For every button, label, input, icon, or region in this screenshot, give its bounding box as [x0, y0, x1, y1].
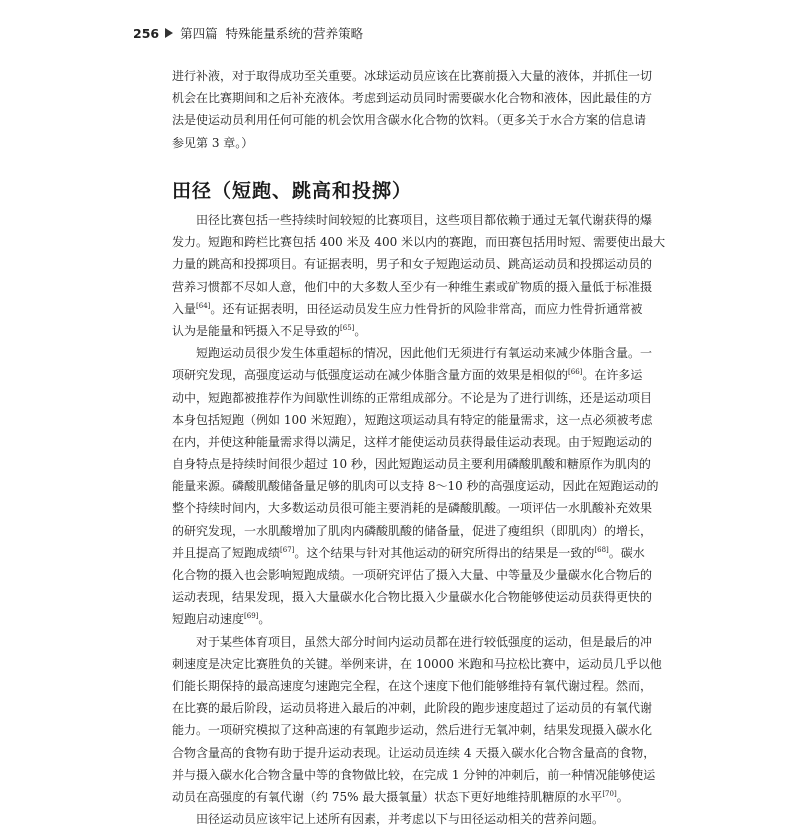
text-line: 整个持续时间内，大多数运动员很可能主要消耗的是磷酸肌酸。一项评估一水肌酸补充效果	[172, 501, 653, 516]
text-line: 自身特点是持续时间很少超过 10 秒，因此短跑运动员主要利用磷酸肌酸和糖原作为肌肉的	[172, 457, 651, 472]
text-line: 机会在比赛期间和之后补充液体。考虑到运动员同时需要碳水化合物和液体，因此最佳的方	[172, 91, 653, 106]
text-line: 项研究发现，高强度运动与低强度运动在减少体脂含量方面的效果是相似的[66]。在许多运	[172, 368, 643, 383]
text-line: 动中，短跑都被推荐作为间歇性训练的正常组成部分。不论是为了进行训练，还是运动项目	[172, 390, 653, 405]
text-line: 化合物的摄入也会影响短跑成绩。一项研究评估了摄入大量、中等量及少量碳水化合物后的	[172, 568, 653, 582]
citation: [70]	[602, 789, 617, 798]
text-line: 短跑运动员很少发生体重超标的情况，因此他们无须进行有氧运动来减少体脂含量。一	[196, 346, 653, 361]
citation: [68]	[594, 545, 609, 554]
text-line: 法是使运动员利用任何可能的机会饮用含碳水化合物的饮料。（更多关于水合方案的信息请	[172, 113, 647, 128]
text-line: 能量来源。磷酸肌酸储备量足够的肌肉可以支持 8～10 秒的高强度运动，因此在短跑运动的	[172, 479, 659, 494]
text-line: 参见第 3 章。）	[172, 135, 254, 150]
intro-paragraph	[172, 65, 653, 154]
text-line: 在比赛的最后阶段，运动员将进入最后的冲刺，此阶段的跑步速度超过了运动员的有氧代谢	[172, 701, 653, 716]
text-line: 田径比赛包括一些持续时间较短的比赛项目，这些项目都依赖于通过无氧代谢获得的爆	[196, 213, 653, 227]
text-line: 能力。一项研究模拟了这种高速的有氧跑步运动，然后进行无氧冲刺，结果发现摄入碳水化	[172, 723, 653, 738]
text-line: 进行补液，对于取得成功至关重要。冰球运动员应该在比赛前摄入大量的液体，并抓住一切	[172, 69, 653, 83]
running-header	[133, 22, 693, 44]
citation: [65]	[340, 323, 355, 332]
part-title: 特殊能量系统的营养策略	[225, 26, 364, 41]
text-line: 认为是能量和钙摄入不足导致的[65]。	[172, 323, 367, 338]
text-line: 在内，并使这种能量需求得以满足，这样才能使运动员获得最佳运动表现。由于短跑运动的	[172, 434, 653, 449]
triangle-arrow-icon	[165, 28, 173, 38]
text-line: 入量[64]。还有证据表明，田径运动员发生应力性骨折的风险非常高，而应力性骨折通常被	[172, 301, 643, 316]
text-line: 本身包括短跑（例如 100 米短跑），短跑这项运动具有特定的能量需求，这一点必须被考虑	[172, 412, 653, 427]
text-line: 的研究发现，一水肌酸增加了肌肉内磷酸肌酸的储备量，促进了瘦组织（即肌肉）的增长，	[172, 523, 653, 538]
text-line: 们能长期保持的最高速度匀速跑完全程，在这个速度下他们能够维持有氧代谢过程。然而，	[172, 678, 653, 693]
text-line: 并且提高了短跑成绩[67]。这个结果与针对其他运动的研究所得出的结果是一致的[68]。碳水	[172, 545, 645, 560]
body-text	[172, 209, 666, 830]
text-line: 并与摄入碳水化合物含量中等的食物做比较，在完成 1 分钟的冲刺后，前一种情况能够使运	[172, 767, 656, 782]
page-number: 256	[133, 25, 160, 41]
citation: [67]	[280, 545, 295, 554]
citation: [64]	[196, 301, 211, 310]
text-line: 短跑启动速度[69]。	[172, 612, 271, 627]
text-line: 田径运动员应该牢记上述所有因素，并考虑以下与田径运动相关的营养问题。	[196, 812, 605, 827]
citation: [66]	[568, 368, 583, 377]
text-line: 合物含量高的食物有助于提升运动表现。让运动员连续 4 天摄入碳水化合物含量高的食物，	[172, 745, 656, 760]
text-line: 刺速度是决定比赛胜负的关键。举例来讲，在 10000 米跑和马拉松比赛中，运动员几乎以他	[172, 656, 662, 671]
text-line: 对于某些体育项目，虽然大部分时间内运动员都在进行较低强度的运动，但是最后的冲	[196, 634, 653, 649]
part-label: 第四篇	[180, 26, 218, 41]
section-heading: 田径（短跑、跳高和投掷）	[172, 180, 413, 202]
text-line: 动员在高强度的有氧代谢（约 75% 最大摄氧量）状态下更好地维持肌糖原的水平[70]。	[172, 789, 629, 804]
text-line: 运动表现，结果发现，摄入大量碳水化合物比摄入少量碳水化合物能够使运动员获得更快的	[172, 590, 653, 605]
text-line: 营养习惯都不尽如人意，他们中的大多数人至少有一种维生素或矿物质的摄入量低于标准摄	[172, 279, 653, 294]
text-line: 发力。短跑和跨栏比赛包括 400 米及 400 米以内的赛跑，而田赛包括用时短、需要使出最大	[172, 235, 666, 250]
citation: [69]	[244, 612, 259, 621]
text-line: 力量的跳高和投掷项目。有证据表明，男子和女子短跑运动员、跳高运动员和投掷运动员的	[172, 257, 653, 272]
